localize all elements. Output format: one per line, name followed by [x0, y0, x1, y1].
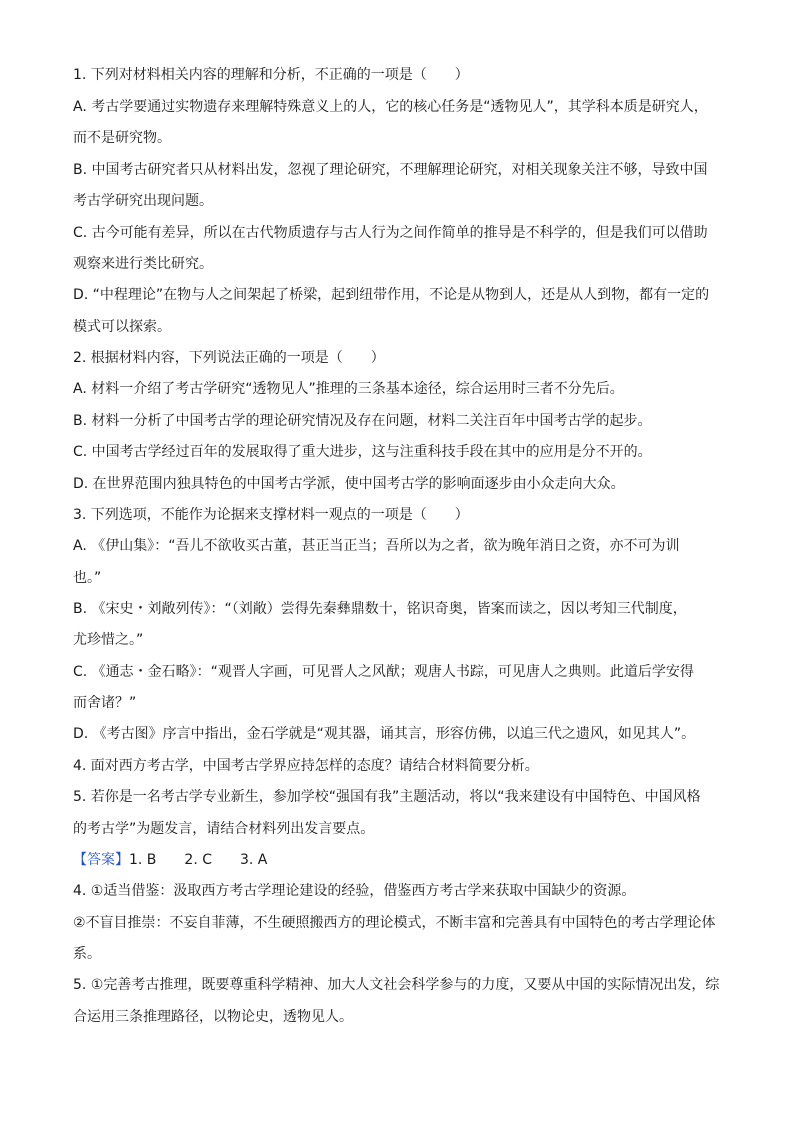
q2-option-d: D. 在世界范围内独具特色的中国考古学派，使中国考古学的影响面逐步由小众走向大众。 — [73, 476, 625, 492]
answer-4-line1: 4. ①适当借鉴：汲取西方考古学理论建设的经验，借鉴西方考古学来获取中国缺少的资源。 — [73, 883, 636, 899]
q2-option-a: A. 材料一介绍了考古学研究“透物见人”推理的三条基本途径，综合运用时三者不分先后。 — [73, 381, 624, 397]
q2-option-b: B. 材料一分析了中国考古学的理论研究情况及存在问题，材料二关注百年中国考古学的起步。 — [73, 413, 652, 429]
q3-option-d: D. 《考古图》序言中指出，金石学就是“观其器，诵其言，形容仿佛，以追三代之遗风，如见其人”。 — [73, 726, 696, 742]
q3-option-b-line2: 尤珍惜之。” — [73, 632, 144, 648]
answer-4-line2: ②不盲目推崇：不妄自菲薄，不生硬照搬西方的理论模式，不断丰富和完善具有中国特色的考古学理论体 — [73, 915, 716, 931]
q1-option-a-line2: 而不是研究物。 — [73, 130, 171, 146]
q3-option-b-line1: B. 《宋史・刘敞列传》：“（刘敞）尝得先秦彝鼎数十，铭识奇奥，皆案而读之，因以考知三代制度， — [73, 601, 687, 617]
q3-option-a-line1: A. 《伊山集》：“吾儿不欲收买古董，甚正当正当；吾所以为之者，欲为晚年消日之资，亦不可为训 — [73, 538, 680, 554]
q1-option-b-line1: B. 中国考古研究者只从材料出发，忽视了理论研究，不理解理论研究，对相关现象关注不够，导致中国 — [73, 162, 708, 178]
q3-stem: 3. 下列选项，不能作为论据来支撑材料一观点的一项是（ ） — [73, 507, 469, 523]
answer-5-line2: 合运用三条推理路径，以物论史，透物见人。 — [73, 1009, 353, 1025]
q1-stem: 1. 下列对材料相关内容的理解和分析，不正确的一项是（ ） — [73, 67, 469, 83]
q1-option-c-line1: C. 古今可能有差异，所以在古代物质遗存与古人行为之间作简单的推导是不科学的，但是我们可以借助 — [73, 225, 708, 241]
q1-option-d-line1: D. “中程理论”在物与人之间架起了桥梁，起到纽带作用，不论是从物到人，还是从人到物，都有一定的 — [73, 287, 710, 303]
q5-stem-line2: 的考古学”为题发言，请结合材料列出发言要点。 — [73, 821, 375, 837]
q2-option-c: C. 中国考古学经过百年的发展取得了重大进步，这与注重科技手段在其中的应用是分不开的。 — [73, 444, 652, 460]
q1-option-c-line2: 观察来进行类比研究。 — [73, 256, 213, 272]
answer-choices: 1. B 2. C 3. A — [129, 852, 268, 868]
answer-label: 【答案】 — [73, 852, 129, 868]
answer-line — [73, 851, 723, 869]
q1-option-a-line1: A. 考古学要通过实物遗存来理解特殊意义上的人，它的核心任务是“透物见人”，其学科本质是研究人， — [73, 99, 708, 115]
q3-option-c-line2: 而舍诸？” — [73, 695, 137, 711]
answer-5-line1: 5. ①完善考古推理，既要尊重科学精神、加大人文社会科学参与的力度，又要从中国的实际情况出发，综 — [73, 977, 720, 993]
q3-option-c-line1: C. 《通志・金石略》：“观晋人字画，可见晋人之风猷；观唐人书踪，可见唐人之典则。此道后学安得 — [73, 664, 694, 680]
q1-option-d-line2: 模式可以探索。 — [73, 319, 171, 335]
q3-option-a-line2: 也。” — [73, 570, 102, 586]
q2-stem: 2. 根据材料内容，下列说法正确的一项是（ ） — [73, 350, 385, 366]
q4-stem: 4. 面对西方考古学，中国考古学界应持怎样的态度？请结合材料简要分析。 — [73, 758, 539, 774]
q1-option-b-line2: 考古学研究出现问题。 — [73, 193, 213, 209]
answer-4-line3: 系。 — [73, 946, 101, 962]
q5-stem-line1: 5. 若你是一名考古学专业新生，参加学校“强国有我”主题活动，将以“我来建设有中国特色、中国风格 — [73, 789, 701, 805]
